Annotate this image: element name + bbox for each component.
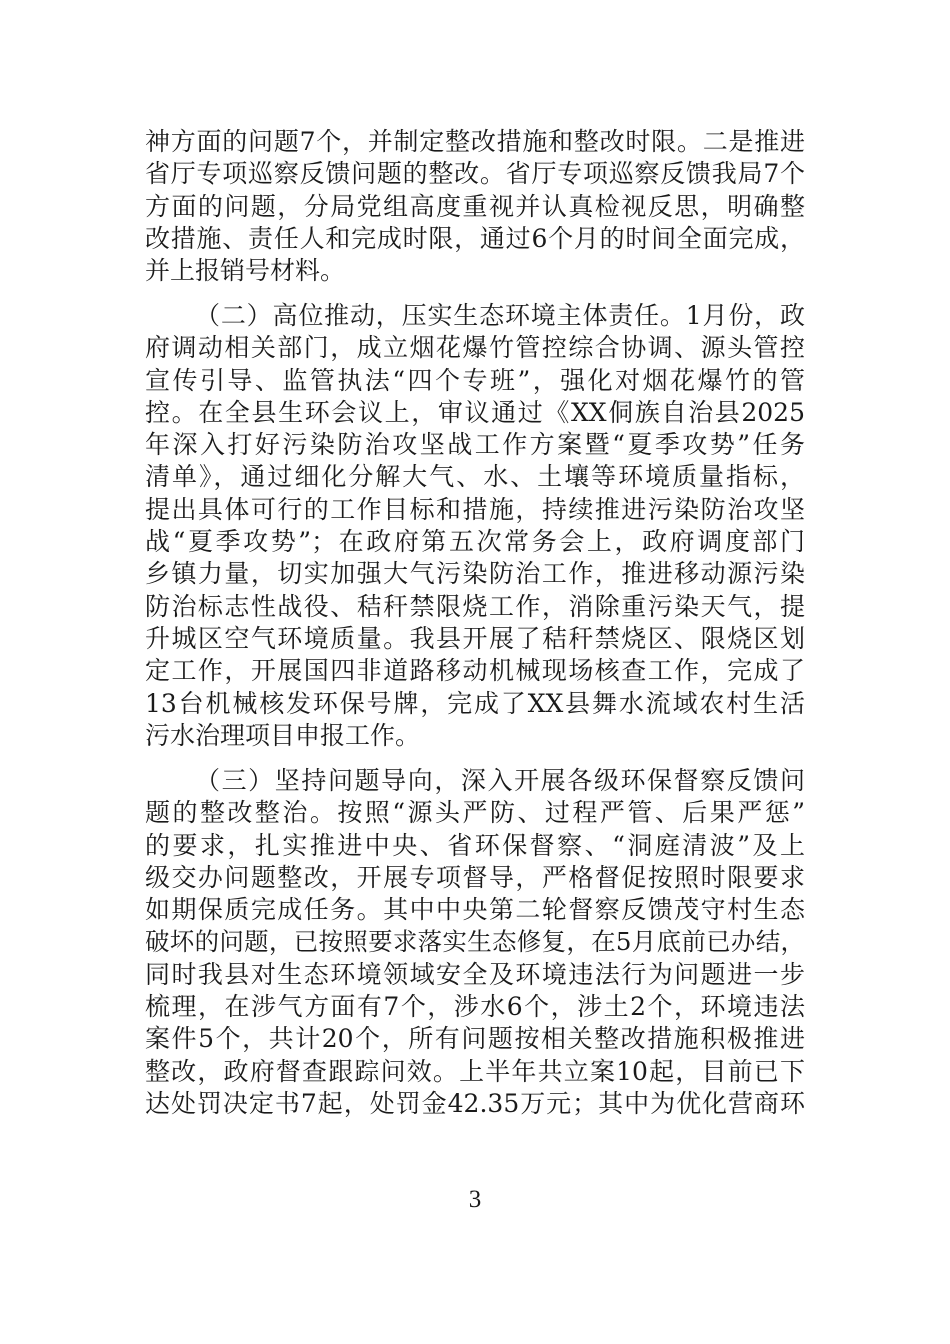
text-line: 如期保质完成任务。其中中央第二轮督察反馈茂守村生态	[145, 895, 805, 925]
text-line: 13台机械核发环保号牌，完成了XX县舞水流域农村生活	[145, 688, 805, 718]
text-line: 府调动相关部门，成立烟花爆竹管控综合协调、源头管控	[145, 333, 805, 363]
text-line: 同时我县对生态环境领域安全及环境违法行为问题进一步	[145, 959, 805, 989]
text-line: 的要求，扎实推进中央、省环保督察、“洞庭清波”及上	[145, 830, 805, 860]
text-line: 整改，政府督查跟踪问效。上半年共立案10起，目前已下	[145, 1056, 805, 1086]
text-line: 题的整改整治。按照“源头严防、过程严管、后果严惩”	[145, 798, 805, 828]
text-line: 控。在全县生环会议上，审议通过《XX侗族自治县2025	[145, 397, 805, 427]
paragraph-3	[145, 765, 805, 1120]
text-line: 案件5个，共计20个，所有问题按相关整改措施积极推进	[145, 1024, 805, 1054]
section-heading-line: （二）高位推动，压实生态环境主体责任。1月份，政	[195, 301, 805, 330]
text-line: 升城区空气环境质量。我县开展了秸秆禁烧区、限烧区划	[145, 623, 805, 653]
text-line: 方面的问题，分局党组高度重视并认真检视反思，明确整	[145, 191, 805, 221]
text-line: 年深入打好污染防治攻坚战工作方案暨“夏季攻势”任务	[145, 430, 805, 460]
text-line: 定工作，开展国四非道路移动机械现场核查工作，完成了	[145, 656, 805, 686]
text-line: 提出具体可行的工作目标和措施，持续推进污染防治攻坚	[145, 494, 805, 524]
text-line: 防治标志性战役、秸秆禁限烧工作，消除重污染天气，提	[145, 591, 805, 621]
text-line: 改措施、责任人和完成时限，通过6个月的时间全面完成，	[145, 223, 805, 253]
text-line: 并上报销号材料。	[145, 256, 346, 286]
text-line: 乡镇力量，切实加强大气污染防治工作，推进移动源污染	[145, 559, 805, 589]
text-line: 污水治理项目申报工作。	[145, 720, 421, 750]
text-line: 破坏的问题，已按照要求落实生态修复，在5月底前已办结，	[145, 927, 805, 957]
page-number: 3	[468, 1186, 482, 1213]
text-line: 梳理，在涉气方面有7个，涉水6个，涉土2个，环境违法	[145, 992, 805, 1022]
paragraph-2	[145, 300, 805, 752]
section-heading-line: （三）坚持问题导向，深入开展各级环保督察反馈问	[195, 766, 805, 795]
text-line: 战“夏季攻势”；在政府第五次常务会上，政府调度部门	[145, 527, 805, 557]
text-line: 达处罚决定书7起，处罚金42.35万元；其中为优化营商环	[145, 1088, 805, 1118]
paragraph-1	[145, 126, 805, 287]
text-line: 宣传引导、监管执法“四个专班”，强化对烟花爆竹的管	[145, 365, 805, 395]
text-line: 级交办问题整改，开展专项督导，严格督促按照时限要求	[145, 862, 805, 892]
text-line: 神方面的问题7个，并制定整改措施和整改时限。二是推进	[145, 127, 805, 156]
text-line: 省厅专项巡察反馈问题的整改。省厅专项巡察反馈我局7个	[145, 159, 805, 189]
text-line: 清单》，通过细化分解大气、水、土壤等环境质量指标，	[145, 462, 805, 492]
